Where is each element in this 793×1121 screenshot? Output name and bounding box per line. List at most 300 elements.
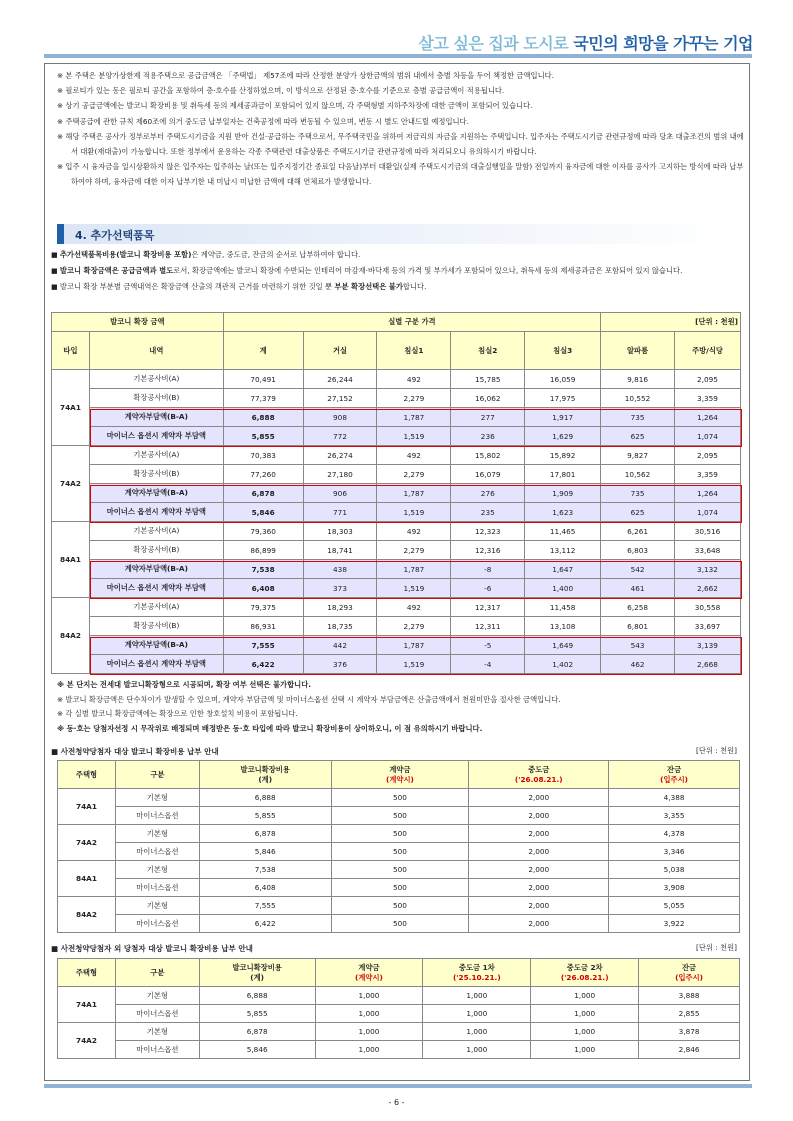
table-row <box>58 843 740 861</box>
after-notes <box>57 678 747 736</box>
value-cell: 542 <box>601 560 675 579</box>
value-cell: 1,787 <box>377 408 451 427</box>
value-cell: 500 <box>331 897 469 915</box>
value-cell: 7,538 <box>199 861 331 879</box>
row-label: 확장공사비(B) <box>89 389 223 408</box>
value-cell: 1,519 <box>377 655 451 674</box>
value-cell: 236 <box>451 427 525 446</box>
value-cell: 500 <box>331 915 469 933</box>
value-cell: 2,000 <box>469 789 609 807</box>
value-cell: 7,555 <box>223 636 303 655</box>
row-label: 기본형 <box>115 987 199 1005</box>
value-cell: 1,917 <box>525 408 601 427</box>
table-row <box>52 636 741 655</box>
column-header-label: 주택형 <box>75 769 98 779</box>
row-label: 계약자부담액(B-A) <box>89 636 223 655</box>
value-cell: 27,180 <box>303 465 377 484</box>
table-row <box>58 861 740 879</box>
value-cell: 4,378 <box>609 825 740 843</box>
column-header-sub: ('26.08.21.) <box>560 972 609 982</box>
value-cell: 18,303 <box>303 522 377 541</box>
column-header-sub: (계약시) <box>386 774 414 784</box>
value-cell: 376 <box>303 655 377 674</box>
value-cell: 79,360 <box>223 522 303 541</box>
value-cell: 7,538 <box>223 560 303 579</box>
value-cell: 1,629 <box>525 427 601 446</box>
note: ※ 발코니 확장금액은 단수차이가 발생할 수 있으며, 계약자 부담금액 및 마이너스옵션 선택 시 계약자 부담금액은 산출금액에서 천원미만을 절사한 금액입니다. <box>57 694 561 704</box>
value-cell: 3,908 <box>609 879 740 897</box>
value-cell: 11,458 <box>525 598 601 617</box>
row-label: 기본형 <box>115 1023 199 1041</box>
value-cell: 30,516 <box>675 522 741 541</box>
column-header: 계 <box>223 332 303 370</box>
row-label: 마이너스옵션 <box>115 1005 199 1023</box>
value-cell: 16,059 <box>525 370 601 389</box>
value-cell: 6,408 <box>223 579 303 598</box>
value-cell: 1,787 <box>377 484 451 503</box>
value-cell: 906 <box>303 484 377 503</box>
column-header <box>115 959 199 987</box>
type-cell: 74A2 <box>58 825 116 861</box>
row-label: 확장공사비(B) <box>89 465 223 484</box>
value-cell: -8 <box>451 560 525 579</box>
pre-subscription-payment-table <box>57 760 740 933</box>
table-row <box>52 522 741 541</box>
value-cell: 2,095 <box>675 370 741 389</box>
note: ※ 주택공급에 관한 규칙 제60조에 의거 중도금 납부일자는 건축공정에 따라 변동될 수 있으며, 변동 시 별도 안내드릴 예정입니다. <box>57 116 469 126</box>
column-header: 내역 <box>89 332 223 370</box>
notes-block <box>57 68 747 190</box>
value-cell: 1,000 <box>531 987 639 1005</box>
value-cell: 5,855 <box>223 427 303 446</box>
value-cell: 492 <box>377 522 451 541</box>
table2-unit: [단위 : 천원] <box>696 746 737 755</box>
value-cell: 16,062 <box>451 389 525 408</box>
balcony-cost-table <box>51 312 741 674</box>
table-row <box>52 503 741 522</box>
value-cell: 6,878 <box>199 1023 315 1041</box>
value-cell: 77,379 <box>223 389 303 408</box>
value-cell: 6,878 <box>223 484 303 503</box>
value-cell: 1,000 <box>531 1041 639 1059</box>
value-cell: 6,888 <box>223 408 303 427</box>
row-label: 마이너스옵션 <box>115 1041 199 1059</box>
value-cell: 2,000 <box>469 843 609 861</box>
value-cell: 1,074 <box>675 427 741 446</box>
value-cell: 13,108 <box>525 617 601 636</box>
value-cell: 18,735 <box>303 617 377 636</box>
value-cell: 5,055 <box>609 897 740 915</box>
column-header-sub: ('25.10.21.) <box>452 972 501 982</box>
value-cell: 543 <box>601 636 675 655</box>
value-cell: 1,264 <box>675 408 741 427</box>
value-cell: 4,388 <box>609 789 740 807</box>
table3-title: ■ 사전청약당첨자 외 당첨자 대상 발코니 확장비용 납부 안내 <box>51 944 253 953</box>
column-header-sub: ('26.08.21.) <box>514 774 563 784</box>
column-header <box>423 959 531 987</box>
value-cell: 2,279 <box>377 389 451 408</box>
value-cell: 500 <box>331 789 469 807</box>
value-cell: 12,317 <box>451 598 525 617</box>
value-cell: 18,741 <box>303 541 377 560</box>
value-cell: 15,802 <box>451 446 525 465</box>
value-cell: 1,519 <box>377 579 451 598</box>
table-row <box>52 655 741 674</box>
note: ※ 본 주택은 분양가상한제 적용주택으로 공급금액은 「주택법」 제57조에 따라 산정한 분양가 상한금액의 범위 내에서 층별 차등을 두어 책정한 금액입니다. <box>57 71 554 80</box>
type-cell: 74A1 <box>52 370 90 446</box>
value-cell: 30,558 <box>675 598 741 617</box>
column-header-label: 중도금 1차 <box>458 962 495 972</box>
value-cell: 492 <box>377 446 451 465</box>
value-cell: 5,846 <box>199 843 331 861</box>
value-cell: 492 <box>377 370 451 389</box>
value-cell: 625 <box>601 503 675 522</box>
value-cell: 77,260 <box>223 465 303 484</box>
table-row <box>52 617 741 636</box>
column-header-label: 계약금 <box>358 962 380 972</box>
value-cell: 1,000 <box>423 1023 531 1041</box>
table-row <box>52 408 741 427</box>
value-cell: 12,316 <box>451 541 525 560</box>
row-label: 마이너스 옵션시 계약자 부담액 <box>89 579 223 598</box>
column-header: 침실3 <box>525 332 601 370</box>
top-rule <box>44 54 752 58</box>
column-header: 주방/식당 <box>675 332 741 370</box>
table-unit: [단위 : 천원] <box>601 313 741 332</box>
value-cell: 6,422 <box>223 655 303 674</box>
value-cell: 3,359 <box>675 389 741 408</box>
column-header <box>609 761 740 789</box>
row-label: 기본형 <box>115 897 199 915</box>
row-label: 기본공사비(A) <box>89 598 223 617</box>
general-winner-payment-table <box>57 958 740 1059</box>
row-label: 확장공사비(B) <box>89 617 223 636</box>
row-label: 마이너스 옵션시 계약자 부담액 <box>89 427 223 446</box>
bullets-block <box>51 247 751 295</box>
row-label: 기본형 <box>115 825 199 843</box>
value-cell: 9,816 <box>601 370 675 389</box>
type-cell: 74A1 <box>58 987 116 1023</box>
column-header <box>331 761 469 789</box>
column-header-label: 중도금 <box>528 764 550 774</box>
value-cell: 2,662 <box>675 579 741 598</box>
value-cell: 6,422 <box>199 915 331 933</box>
value-cell: 1,519 <box>377 503 451 522</box>
column-header <box>639 959 740 987</box>
column-header <box>199 959 315 987</box>
table-row <box>58 825 740 843</box>
column-header: 침실2 <box>451 332 525 370</box>
value-cell: 500 <box>331 861 469 879</box>
column-header <box>469 761 609 789</box>
value-cell: 2,000 <box>469 897 609 915</box>
column-header: 거실 <box>303 332 377 370</box>
column-header-sub: (입주시) <box>660 774 688 784</box>
value-cell: 9,827 <box>601 446 675 465</box>
value-cell: 625 <box>601 427 675 446</box>
value-cell: 277 <box>451 408 525 427</box>
value-cell: 772 <box>303 427 377 446</box>
row-label: 계약자부담액(B-A) <box>89 560 223 579</box>
table-row <box>52 427 741 446</box>
value-cell: 86,899 <box>223 541 303 560</box>
note: ※ 동·호는 당첨자선정 시 무작위로 배정되며 배정받은 동·호 타입에 따라 발코니 확장비용이 상이하오니, 이 점 유의하시기 바랍니다. <box>57 723 483 733</box>
value-cell: 500 <box>331 807 469 825</box>
table-row <box>58 987 740 1005</box>
value-cell: 2,000 <box>469 825 609 843</box>
value-cell: 27,152 <box>303 389 377 408</box>
row-label: 마이너스옵션 <box>115 843 199 861</box>
bullet-item: ■ 추가선택품목비용(발코니 확장비용 포함)은 계약금, 중도금, 잔금의 순서로 납부하여야 합니다. <box>51 250 361 259</box>
column-header <box>199 761 331 789</box>
value-cell: 492 <box>377 598 451 617</box>
value-cell: -5 <box>451 636 525 655</box>
value-cell: 6,803 <box>601 541 675 560</box>
value-cell: 86,931 <box>223 617 303 636</box>
row-label: 마이너스옵션 <box>115 879 199 897</box>
note: ※ 상기 공급금액에는 발코니 확장비용 및 취득세 등의 제세공과금이 포함되어 있지 않으며, 각 주택형별 지하주차장에 대한 금액이 포함되어 있습니다. <box>57 101 533 111</box>
column-header: 침실1 <box>377 332 451 370</box>
table-row <box>52 560 741 579</box>
value-cell: 6,801 <box>601 617 675 636</box>
value-cell: 5,846 <box>199 1041 315 1059</box>
value-cell: 3,922 <box>609 915 740 933</box>
value-cell: 735 <box>601 408 675 427</box>
column-header: 알파룸 <box>601 332 675 370</box>
row-label: 마이너스 옵션시 계약자 부담액 <box>89 655 223 674</box>
type-cell: 74A1 <box>58 789 116 825</box>
value-cell: 1,623 <box>525 503 601 522</box>
table-subtitle: 실별 구분 가격 <box>223 313 600 332</box>
note: ※ 해당 주택은 공사가 정부로부터 주택도시기금을 지원 받아 건설·공급하는 주택으로서, 무주택국민을 위하여 저금리의 자금을 지원하는 주택입니다. 입주자는 주택도시기금 관련규정에 따라 당초 대출조건의 범위 내에서 대환(재대출)이 가능합니다. 또한 정부에서 운용하는 각종 주택관련 대출상품은 주택도시기금 관련규정에 따라 처리되오니 유의하시기 바랍니다. <box>57 131 744 157</box>
type-cell: 84A1 <box>58 861 116 897</box>
value-cell: 3,359 <box>675 465 741 484</box>
value-cell: 3,139 <box>675 636 741 655</box>
value-cell: 1,519 <box>377 427 451 446</box>
type-cell: 84A2 <box>52 598 90 674</box>
table-row <box>58 1041 740 1059</box>
value-cell: 442 <box>303 636 377 655</box>
bullet-item: ■ 발코니 확장금액은 공급금액과 별도로서, 확장금액에는 발코니 확장에 수반되는 인테리어 마감재·바닥재 등의 가격 및 부가세가 포함되어 있으나, 취득세 등의 제세공과금은 포함되어 있지 않습니다. <box>51 266 683 275</box>
column-header <box>58 959 116 987</box>
value-cell: 11,465 <box>525 522 601 541</box>
value-cell: 500 <box>331 825 469 843</box>
value-cell: 5,855 <box>199 1005 315 1023</box>
value-cell: 2,000 <box>469 879 609 897</box>
value-cell: 15,785 <box>451 370 525 389</box>
column-header-label: 잔금 <box>667 764 682 774</box>
value-cell: 16,079 <box>451 465 525 484</box>
value-cell: 6,888 <box>199 789 331 807</box>
value-cell: 3,878 <box>639 1023 740 1041</box>
value-cell: 6,258 <box>601 598 675 617</box>
value-cell: 5,846 <box>223 503 303 522</box>
value-cell: 908 <box>303 408 377 427</box>
value-cell: 1,909 <box>525 484 601 503</box>
value-cell: 12,323 <box>451 522 525 541</box>
value-cell: 1,074 <box>675 503 741 522</box>
column-header-label: 발코니확장비용 <box>240 764 290 774</box>
value-cell: 771 <box>303 503 377 522</box>
value-cell: 735 <box>601 484 675 503</box>
value-cell: -6 <box>451 579 525 598</box>
table2-title: ■ 사전청약당첨자 대상 발코니 확장비용 납부 안내 <box>51 747 219 756</box>
table-row <box>58 879 740 897</box>
column-header <box>315 959 423 987</box>
value-cell: 2,846 <box>639 1041 740 1059</box>
table-row <box>52 446 741 465</box>
row-label: 기본형 <box>115 861 199 879</box>
value-cell: 2,000 <box>469 807 609 825</box>
value-cell: 33,648 <box>675 541 741 560</box>
column-header-label: 주택형 <box>75 967 98 977</box>
table3-unit: [단위 : 천원] <box>696 943 737 952</box>
table-row <box>58 1005 740 1023</box>
column-header-label: 잔금 <box>682 962 697 972</box>
table-row <box>58 897 740 915</box>
value-cell: 18,293 <box>303 598 377 617</box>
value-cell: 5,038 <box>609 861 740 879</box>
row-label: 기본공사비(A) <box>89 446 223 465</box>
section-header <box>57 224 736 244</box>
column-header <box>58 761 116 789</box>
table-row <box>52 389 741 408</box>
value-cell: 15,892 <box>525 446 601 465</box>
value-cell: 6,261 <box>601 522 675 541</box>
note: ※ 각 실별 발코니 확장금액에는 확장으로 인한 창호설치 비용이 포함됩니다. <box>57 709 298 718</box>
note: ※ 필로티가 있는 동은 필로티 공간을 포함하여 층·호수를 산정하였으며, 이 방식으로 산정된 층·호수를 기준으로 층별 공급금액이 적용됩니다. <box>57 86 505 96</box>
value-cell: 1,787 <box>377 636 451 655</box>
value-cell: 1,000 <box>531 1005 639 1023</box>
table-row <box>52 598 741 617</box>
row-label: 기본공사비(A) <box>89 522 223 541</box>
value-cell: 2,279 <box>377 617 451 636</box>
table-row <box>52 541 741 560</box>
row-label: 계약자부담액(B-A) <box>89 408 223 427</box>
row-label: 계약자부담액(B-A) <box>89 484 223 503</box>
value-cell: 276 <box>451 484 525 503</box>
value-cell: 2,855 <box>639 1005 740 1023</box>
value-cell: 462 <box>601 655 675 674</box>
value-cell: 1,000 <box>315 1005 423 1023</box>
value-cell: 2,668 <box>675 655 741 674</box>
value-cell: 26,244 <box>303 370 377 389</box>
value-cell: 2,095 <box>675 446 741 465</box>
column-header-sub: (계) <box>250 972 265 982</box>
value-cell: 2,279 <box>377 541 451 560</box>
section-title: 4. 추가선택품목 <box>75 229 155 242</box>
column-header-label: 계약금 <box>389 764 411 774</box>
value-cell: 17,975 <box>525 389 601 408</box>
column-header-sub: (입주시) <box>675 972 703 982</box>
header-slogan: 살고 싶은 집과 도시로 국민의 희망을 가꾸는 기업 <box>418 34 753 53</box>
value-cell: 235 <box>451 503 525 522</box>
value-cell: 3,888 <box>639 987 740 1005</box>
value-cell: 70,491 <box>223 370 303 389</box>
value-cell: 5,855 <box>199 807 331 825</box>
table-row <box>52 484 741 503</box>
value-cell: 1,000 <box>423 987 531 1005</box>
value-cell: 373 <box>303 579 377 598</box>
page-number: - 6 - <box>388 1098 405 1107</box>
value-cell: 2,000 <box>469 861 609 879</box>
value-cell: 26,274 <box>303 446 377 465</box>
value-cell: 1,000 <box>423 1005 531 1023</box>
value-cell: 500 <box>331 879 469 897</box>
row-label: 마이너스옵션 <box>115 915 199 933</box>
column-header-label: 구분 <box>150 967 165 977</box>
type-cell: 74A2 <box>58 1023 116 1059</box>
value-cell: 13,112 <box>525 541 601 560</box>
bullet-item: ■ 발코니 확장 부분별 금액내역은 확장금액 산출의 객관적 근거를 마련하기 위한 것일 뿐 부분 확장선택은 불가합니다. <box>51 282 427 291</box>
value-cell: 1,402 <box>525 655 601 674</box>
table-row <box>58 915 740 933</box>
table-row <box>58 1023 740 1041</box>
table-row <box>52 370 741 389</box>
row-label: 확장공사비(B) <box>89 541 223 560</box>
table-title: 발코니 확장 금액 <box>52 313 224 332</box>
value-cell: 1,787 <box>377 560 451 579</box>
value-cell: 10,552 <box>601 389 675 408</box>
value-cell: 2,279 <box>377 465 451 484</box>
value-cell: 1,649 <box>525 636 601 655</box>
column-header-label: 중도금 2차 <box>566 962 603 972</box>
table-row <box>52 579 741 598</box>
column-header-label: 발코니확장비용 <box>232 962 282 972</box>
value-cell: 7,555 <box>199 897 331 915</box>
note: ※ 본 단지는 전세대 발코니확장형으로 시공되며, 확장 여부 선택은 불가합니다. <box>57 680 312 689</box>
value-cell: 1,000 <box>315 1023 423 1041</box>
column-header-sub: (계약시) <box>355 972 383 982</box>
row-label: 기본형 <box>115 789 199 807</box>
value-cell: 10,562 <box>601 465 675 484</box>
value-cell: 6,408 <box>199 879 331 897</box>
value-cell: 3,132 <box>675 560 741 579</box>
value-cell: 1,000 <box>531 1023 639 1041</box>
value-cell: 6,878 <box>199 825 331 843</box>
value-cell: 461 <box>601 579 675 598</box>
value-cell: 17,801 <box>525 465 601 484</box>
value-cell: 500 <box>331 843 469 861</box>
value-cell: -4 <box>451 655 525 674</box>
column-header-label: 구분 <box>150 769 165 779</box>
value-cell: 6,888 <box>199 987 315 1005</box>
value-cell: 1,264 <box>675 484 741 503</box>
value-cell: 3,355 <box>609 807 740 825</box>
column-header-sub: (계) <box>258 774 273 784</box>
row-label: 기본공사비(A) <box>89 370 223 389</box>
value-cell: 1,647 <box>525 560 601 579</box>
type-cell: 84A1 <box>52 522 90 598</box>
value-cell: 1,000 <box>315 987 423 1005</box>
bottom-rule <box>44 1084 752 1088</box>
value-cell: 1,000 <box>423 1041 531 1059</box>
type-cell: 74A2 <box>52 446 90 522</box>
value-cell: 79,375 <box>223 598 303 617</box>
value-cell: 3,346 <box>609 843 740 861</box>
value-cell: 1,000 <box>315 1041 423 1059</box>
table-row <box>58 789 740 807</box>
value-cell: 70,383 <box>223 446 303 465</box>
value-cell: 438 <box>303 560 377 579</box>
value-cell: 33,697 <box>675 617 741 636</box>
value-cell: 2,000 <box>469 915 609 933</box>
section-marker <box>57 224 64 244</box>
column-header: 타입 <box>52 332 90 370</box>
row-label: 마이너스옵션 <box>115 807 199 825</box>
value-cell: 1,400 <box>525 579 601 598</box>
value-cell: 12,311 <box>451 617 525 636</box>
